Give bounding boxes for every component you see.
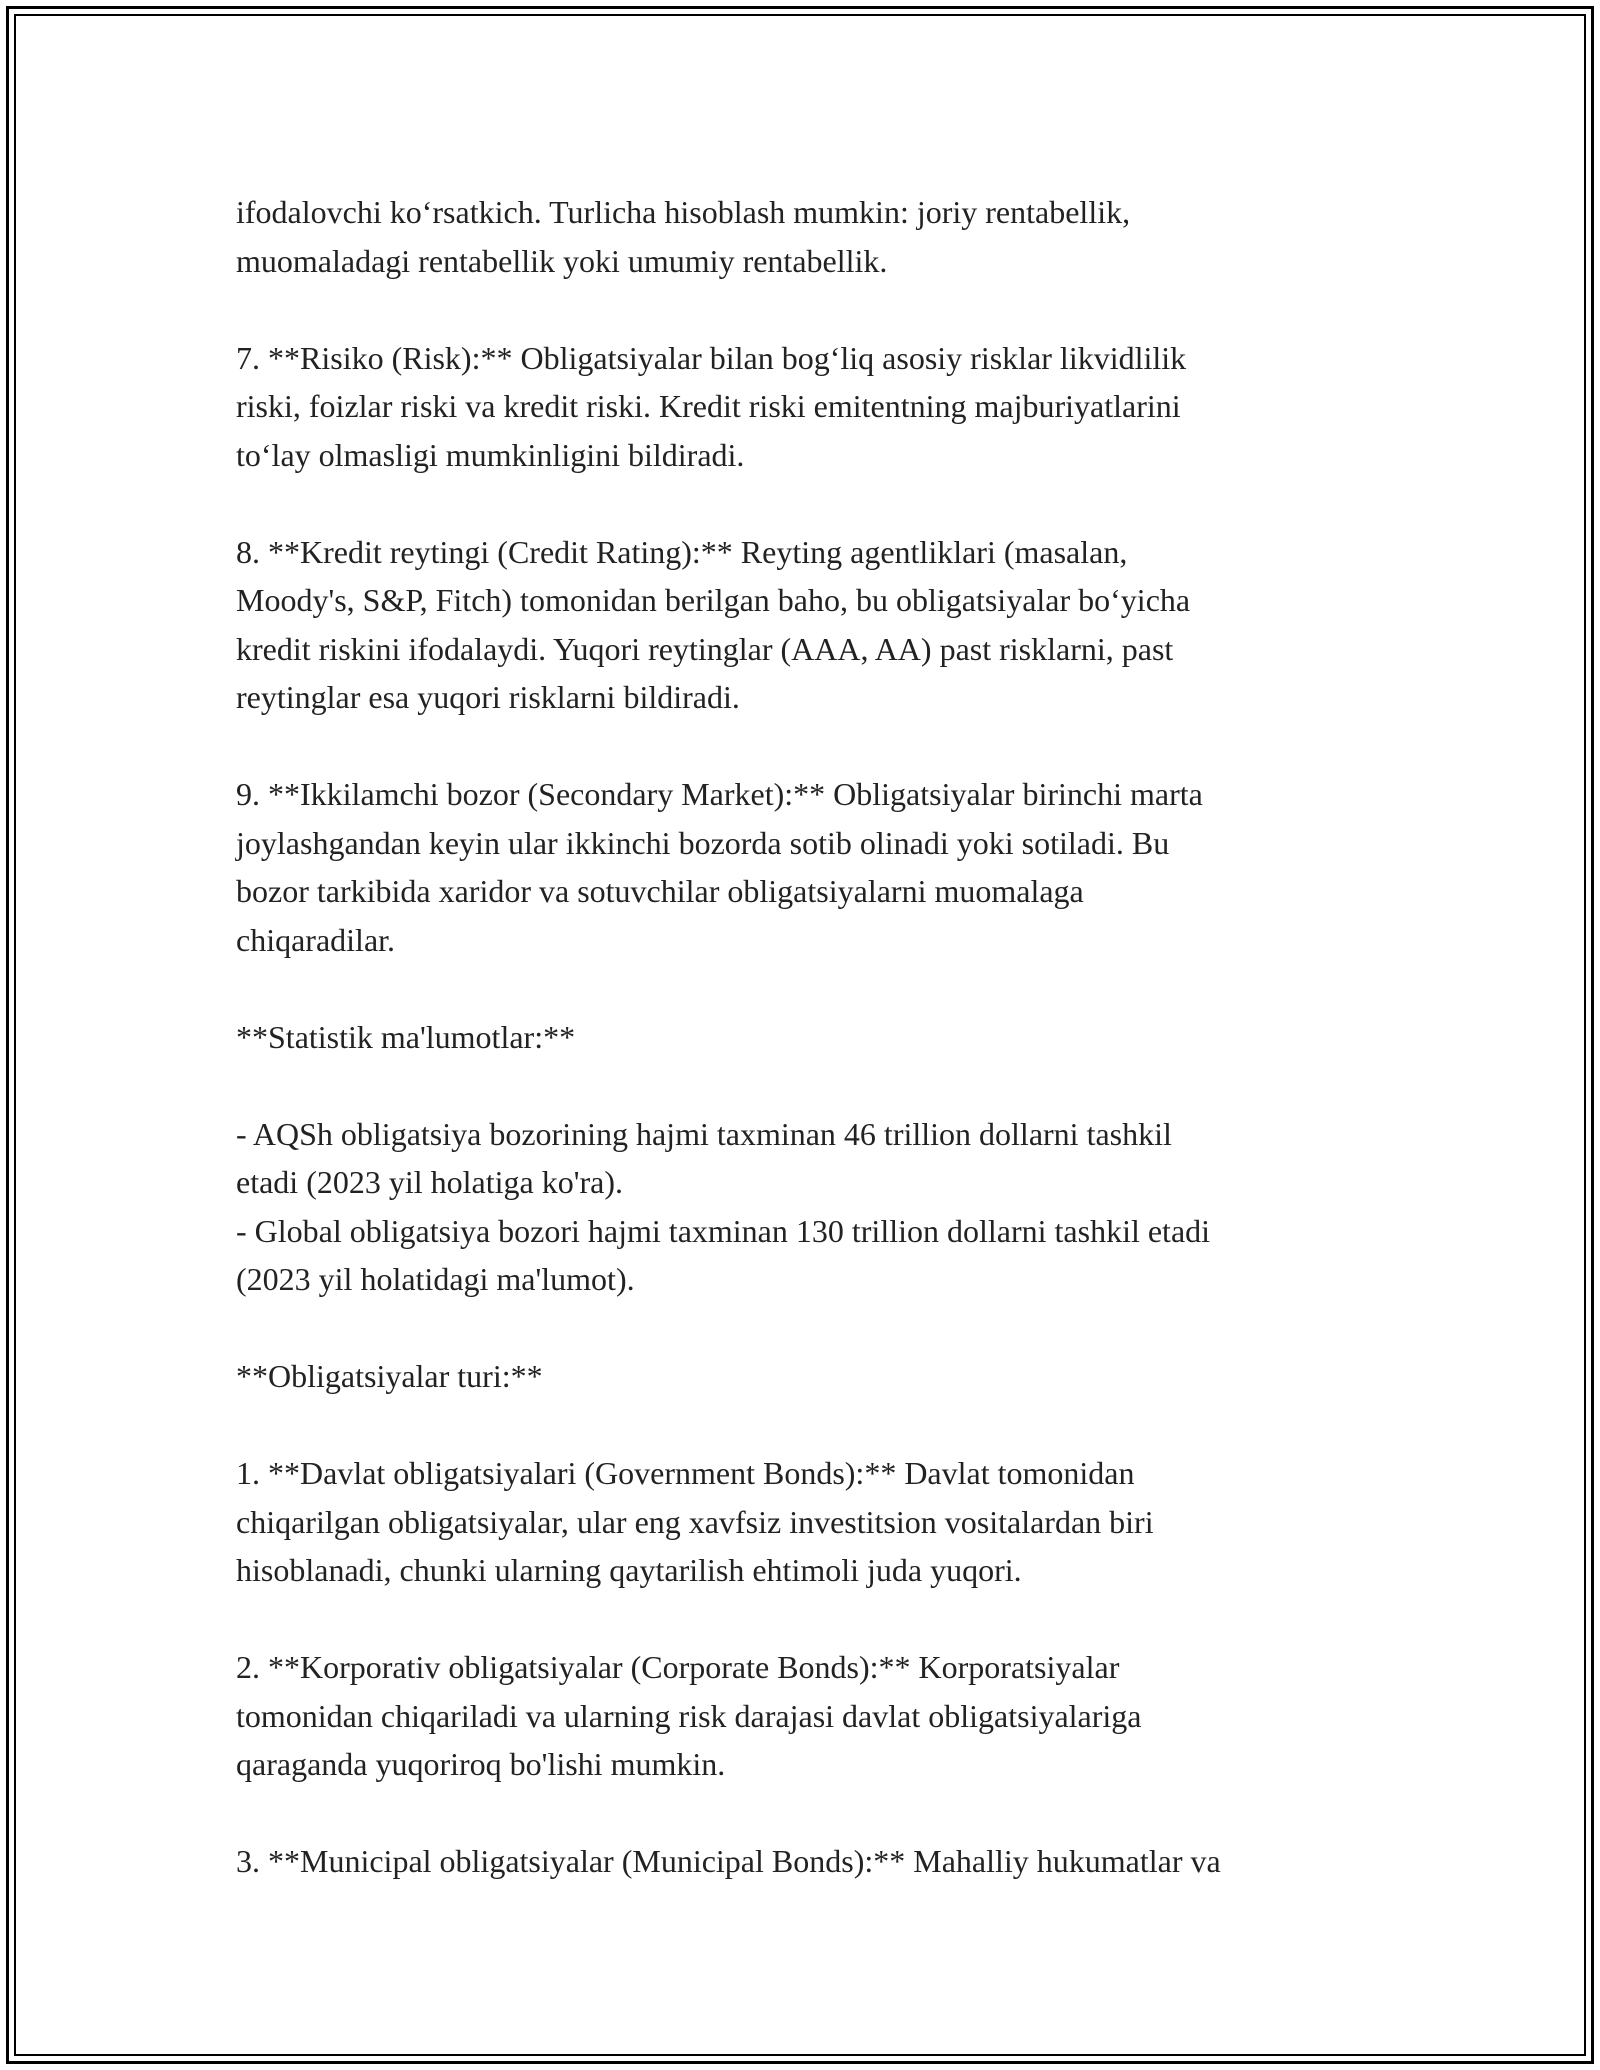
text-line: 8. **Kredit reytingi (Credit Rating):** Reyting agentliklari (masalan,	[236, 533, 1128, 570]
text-line: muomaladagi rentabellik yoki umumiy rentabellik.	[236, 242, 888, 279]
heading-statistics	[236, 1013, 1376, 1062]
document-body	[236, 188, 1376, 1886]
text-line: to‘lay olmasligi mumkinligini bildiradi.	[236, 436, 745, 473]
text-line: reytinglar esa yuqori risklarni bildiradi.	[236, 679, 740, 715]
text-line: riski, foizlar riski va kredit riski. Kredit riski emitentning majburiyatlarini	[236, 388, 1181, 424]
text-line: hisoblanadi, chunki ularning qaytarilish ehtimoli juda yuqori.	[236, 1552, 1022, 1588]
text-line: 1. **Davlat obligatsiyalari (Government Bonds):** Davlat tomonidan	[236, 1455, 1135, 1491]
paragraph-credit-rating	[236, 528, 1376, 722]
list-item: - Global obligatsiya bozori hajmi taxminan 130 trillion dollarni tashkil etadi	[236, 1212, 1211, 1249]
text-line: 9. **Ikkilamchi bozor (Secondary Market):** Obligatsiyalar birinchi marta	[236, 776, 1203, 812]
text-line: kredit riskini ifodalaydi. Yuqori reytinglar (AAA, AA) past risklarni, past	[236, 630, 1174, 667]
text-line: **Obligatsiyalar turi:**	[236, 1358, 543, 1394]
heading-bond-types	[236, 1352, 1376, 1401]
text-line: Moody's, S&P, Fitch) tomonidan berilgan baho, bu obligatsiyalar bo‘yicha	[236, 582, 1191, 618]
list-item: (2023 yil holatidagi ma'lumot).	[236, 1261, 635, 1297]
paragraph-municipal-bonds	[236, 1837, 1376, 1886]
paragraph-government-bonds	[236, 1449, 1376, 1595]
text-line: 7. **Risiko (Risk):** Obligatsiyalar bilan bog‘liq asosiy risklar likvidlilik	[236, 339, 1187, 376]
paragraph-corporate-bonds	[236, 1643, 1376, 1789]
paragraph-rentabellik	[236, 188, 1376, 285]
paragraph-statistics-list	[236, 1110, 1376, 1304]
text-line: 2. **Korporativ obligatsiyalar (Corporate Bonds):** Korporatsiyalar	[236, 1649, 1120, 1685]
paragraph-secondary-market	[236, 770, 1376, 964]
text-line: chiqaradilar.	[236, 921, 396, 958]
text-line: chiqarilgan obligatsiyalar, ular eng xavfsiz investitsion vositalardan biri	[236, 1503, 1154, 1540]
text-line: ifodalovchi ko‘rsatkich. Turlicha hisoblash mumkin: joriy rentabellik,	[236, 194, 1131, 230]
text-line: bozor tarkibida xaridor va sotuvchilar obligatsiyalarni muomalaga	[236, 873, 1084, 909]
text-line: **Statistik ma'lumotlar:**	[236, 1018, 576, 1055]
paragraph-risk	[236, 334, 1376, 480]
list-item: - AQSh obligatsiya bozorining hajmi taxminan 46 trillion dollarni tashkil	[236, 1115, 1172, 1152]
text-line: joylashgandan keyin ular ikkinchi bozorda sotib olinadi yoki sotiladi. Bu	[236, 824, 1170, 861]
text-line: 3. **Municipal obligatsiyalar (Municipal Bonds):** Mahalliy hukumatlar va	[236, 1843, 1221, 1879]
text-line: tomonidan chiqariladi va ularning risk darajasi davlat obligatsiyalariga	[236, 1697, 1142, 1734]
text-line: qaraganda yuqoriroq bo'lishi mumkin.	[236, 1746, 726, 1782]
list-item: etadi (2023 yil holatiga ko'ra).	[236, 1164, 623, 1200]
